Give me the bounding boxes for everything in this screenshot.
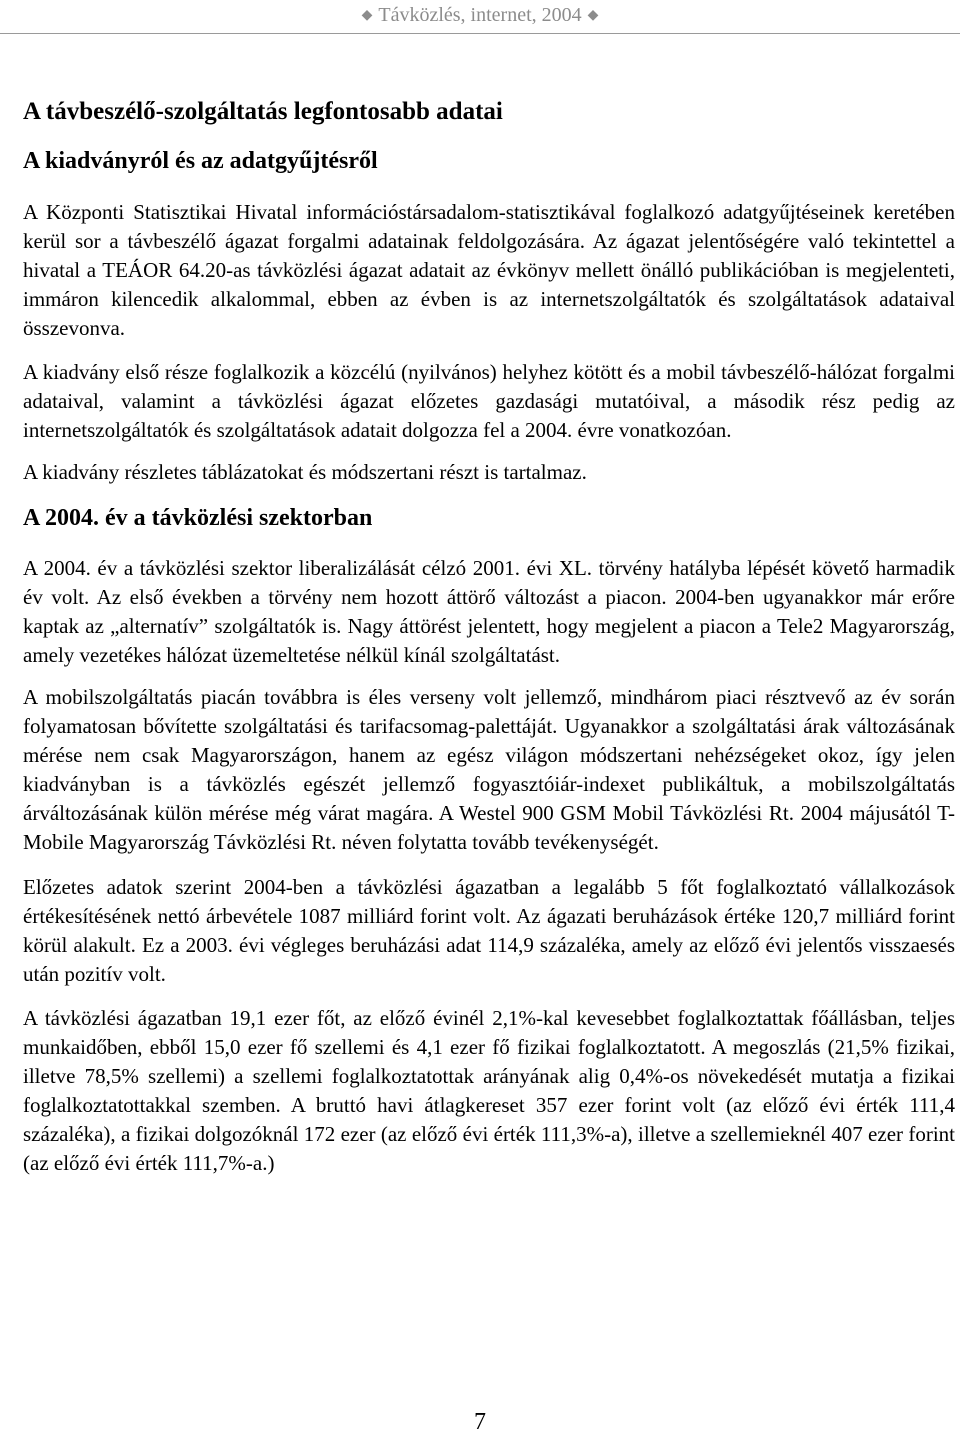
paragraph-year-4: A távközlési ágazatban 19,1 ezer főt, az előző évinél 2,1%-kal kevesebbet foglalkoztattak főállásban, teljes munkaidőben, ebből 15,0 ezer fő szellemi és 4,1 ezer fő fizikai foglalkoztatott. A megoszlás (21,5% fizikai, illetve 78,5% szellemi) a szellemi foglalkoztatottak arányának alig 0,4%-os növekedését mutatja a fizikai foglalkoztatottakkal szemben. A bruttó havi átlagkereset 357 ezer forint volt (az előző évi érték 111,4 százaléka), a fizikai dolgozóknál 172 ezer (az előző évi érték 111,3%-a), illetve a szellemieknél 407 ezer forint (az előző évi érték 111,7%-a.) xyxy=(23,1006,955,1175)
page-content xyxy=(23,96,955,1178)
section-heading-year: A 2004. év a távközlési szektorban xyxy=(23,505,373,531)
section-heading-about: A kiadványról és az adatgyűjtésről xyxy=(23,148,378,174)
paragraph-about-2: A kiadvány első része foglalkozik a közcélú (nyilvános) helyhez kötött és a mobil távbeszélő-hálózat forgalmi adataival, valamint a távközlési ágazat előzetes gazdasági mutatóival, a második rész pedig az internetszolgáltatók és szolgáltatások adatait dolgozza fel a 2004. évre vonatkozóan. xyxy=(23,360,955,442)
diamond-icon: ◆ xyxy=(587,8,599,23)
diamond-icon: ◆ xyxy=(361,8,373,23)
paragraph-year-2: A mobilszolgáltatás piacán továbbra is éles verseny volt jellemző, mindhárom piaci résztvevő az év során folyamatosan bővítette szolgáltatási és tarifacsomag-palettáját. Ugyanakkor a szolgáltatási árak változásának mérése nem csak Magyarországon, hanem az egész világon módszertani nehézségeket okoz, így jelen kiadványban is a távközlés egészét jellemző fogyasztóiár-indexet publikáltuk, a mobilszolgáltatás árváltozásának külön mérése még várat magára. A Westel 900 GSM Mobil Távközlési Rt. 2004 májusától T-Mobile Magyarország Távközlési Rt. néven folytatta tovább tevékenységét. xyxy=(23,685,955,854)
paragraph-year-3: Előzetes adatok szerint 2004-ben a távközlési ágazatban a legalább 5 főt foglalkoztató vállalkozások értékesítésének nettó árbevétele 1087 milliárd forint volt. Az ágazati beruházások értéke 120,7 milliárd forint körül alakult. Ez a 2003. évi végleges beruházási adat 114,9 százaléka, amely az előző évi jelentős visszaesés után pozitív volt. xyxy=(23,875,955,986)
running-header xyxy=(0,0,960,30)
page-number: 7 xyxy=(474,1409,486,1435)
paragraph-year-1: A 2004. év a távközlési szektor liberalizálását célzó 2001. évi XL. törvény hatályba lépését követő harmadik év volt. Az első években a törvény nem hozott áttörő változást a piacon. 2004-ben ugyanakkor már erőre kaptak az „alternatív” szolgáltatók is. Nagy áttörést jelentett, hogy megjelent a piacon a Tele2 Magyarország, amely vezetékes hálózat üzemeltetése nélkül kínál szolgáltatást. xyxy=(23,556,955,667)
paragraph-about-3: A kiadvány részletes táblázatokat és módszertani részt is tartalmaz. xyxy=(23,460,587,484)
page-title: A távbeszélő-szolgáltatás legfontosabb adatai xyxy=(23,98,503,125)
header-divider xyxy=(0,33,960,34)
paragraph-about-1: A Központi Statisztikai Hivatal információstársadalom-statisztikával foglalkozó adatgyűjtéseinek keretében kerül sor a távbeszélő ágazat forgalmi adatainak feldolgozására. Az ágazat jelentőségére való tekintettel a hivatal a TEÁOR 64.20-as távközlési ágazat adatait az évkönyv mellett önálló publikációban is megjelenteti, immáron kilencedik alkalommal, ebben az évben is az internetszolgáltatók és szolgáltatások adataival összevonva. xyxy=(23,200,955,340)
running-header-title: Távközlés, internet, 2004 xyxy=(378,4,582,26)
